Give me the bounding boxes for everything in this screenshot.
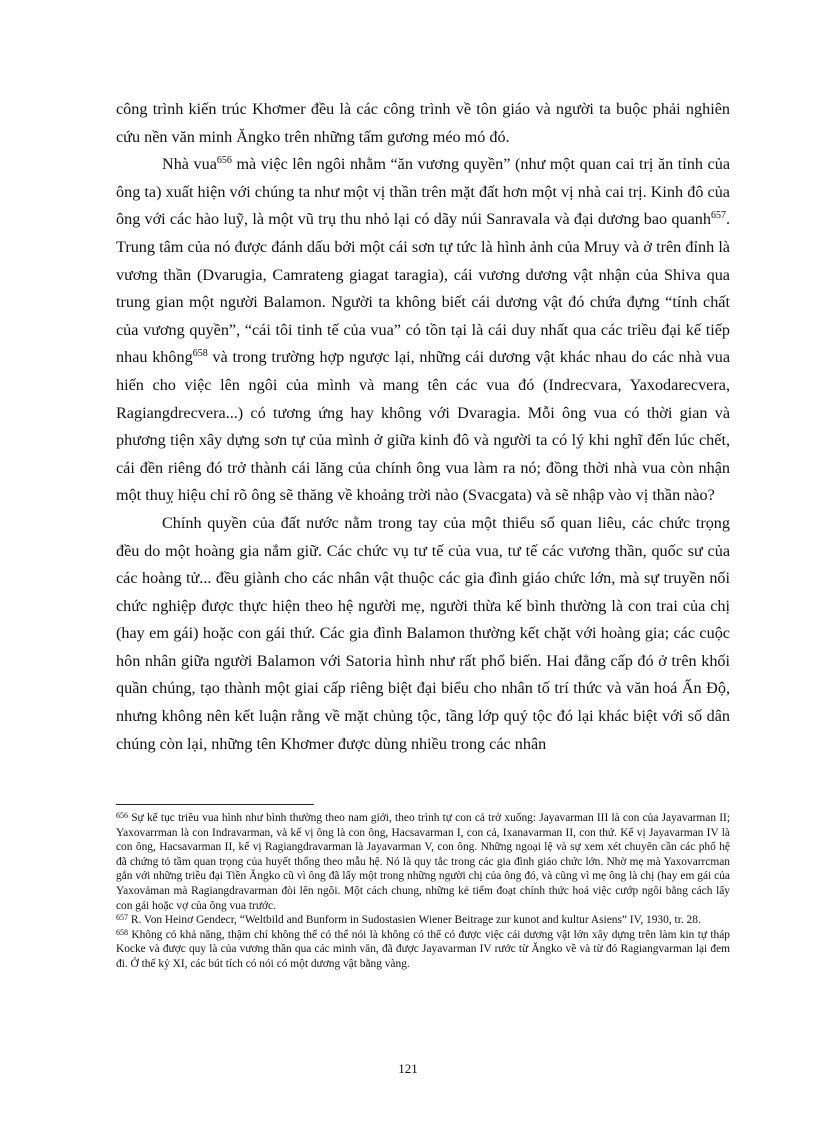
paragraph-2 (116, 151, 730, 510)
paragraph-2-part-4: và trong trường hợp ngược lại, những cái dương vật khác nhau do các nhà vua hiến cho việc lên ngôi của mình và mang tên các vua đó (Indrecvara, Yaxodarecvera, Ragiangdrecvera...) có tương ứng hay không với Dvaragia. Mỗi ông vua có thời gian và phương tiện xây dựng sơn tự của mình ở giữa kinh đô và người ta có lý khi nghĩ đến lúc chết, cái đền riêng đó trở thành cái lăng của chính ông vua làm ra nó; đồng thời nhà vua còn nhận một thuỵ hiệu chỉ rõ ông sẽ thăng về khoảng trời nào (Svacgata) và sẽ nhập vào vị thần nào? (116, 348, 731, 505)
paragraph-2-part-3: . Trung tâm của nó được đánh dấu bởi một cái sơn tự tức là hình ảnh của Mruy và ở trên đỉnh là vương thần (Dvarugia, Camrateng giagat taragia), cái vương dương vật nhận của Shiva qua trung gian một người Balamon. Người ta không biết cái dương vật đó chứa đựng “tính chất của vương quyền”, “cái tôi tinh tế của vua” có tồn tại là cái duy nhất qua các triều đại kế tiếp nhau không (116, 210, 730, 367)
footnote-ref-656[interactable]: 656 (216, 155, 232, 167)
footnote-text: R. Von Heinơ Gendecr, “Weltbild and Bunform in Sudostasien Wiener Beitrage zur kunot and kultur Asiens” IV, 1930, tr. 28. (128, 914, 701, 927)
footnote-number: 657 (116, 913, 128, 923)
footnote-658 (116, 928, 730, 972)
paragraph-1: công trình kiến trúc Khơmer đều là các công trình về tôn giáo và người ta buộc phải nghiên cứu nền văn minh Ăngko trên những tấm gương méo mó đó. (116, 100, 730, 146)
page-number: 121 (398, 1061, 418, 1076)
footnote-text: Không có khả năng, thậm chí không thể có thể nói là không có thể có được việc cái dương vật lớn xây dựng trên làm kin tự tháp Kocke và được quy là của vương thần qua các minh văn, đã được Jayavarman IV rước từ Ăngko về và từ đó Ragiangvarman lại đem đi. Ở thế kỷ XI, các bút tích có nói có một dương vật bằng vàng. (116, 928, 730, 970)
footnote-number: 658 (116, 927, 128, 937)
paragraph-2-part-1: Nhà vua (162, 155, 217, 174)
body-text (116, 96, 730, 758)
footnote-separator (116, 804, 314, 805)
footnote-656 (116, 811, 730, 913)
paragraph-3: Chính quyền của đất nước nằm trong tay của một thiểu số quan liêu, các chức trọng đều do một hoàng gia nắm giữ. Các chức vụ tư tế của vua, tư tế các vương thần, quốc sư của các hoàng tử... đều giành cho các nhân vật thuộc các gia đình giáo chức lớn, mà sự truyền nối chức nghiệp được thực hiện theo hệ người mẹ, người thừa kế bình thường là con trai của chị (hay em gái) hoặc con gái thứ. Các gia đình Balamon thường kết chặt với hoàng gia; các cuộc hôn nhân giữa người Balamon với Satoria hình như rất phổ biến. Hai đẳng cấp đó ở trên khối quần chúng, tạo thành một giai cấp riêng biệt đại biểu cho nhân tố trí thức và văn hoá Ấn Độ, nhưng không nên kết luận rằng về mặt chủng tộc, tầng lớp quý tộc đó lại khác biệt với số dân chúng còn lại, những tên Khơmer được dùng nhiều trong các nhân (116, 513, 730, 753)
footnotes (116, 811, 730, 972)
footnote-text: Sự kế tục triều vua hình như bình thường theo nam giới, theo trình tự con cả trở xuống: Jayavarman III là con của Jayavarman II; Yaxovarrman là con Indravarman, và kế vị ông là con ông, Hacsavarman I, con cả, Ixanavarman II, con thứ. Kế vị Jayavarman IV là con ông, Hacsavarman II, kế vị Ragiangdravarman là Jayavarman V, con ông. Những ngoại lệ và sự xem xét chuyên cần các phổ hệ đã chứng tỏ tầm quan trọng của huyết thống theo mẫu hệ. Nó là quy tắc trong các gia đình giáo chức lớn. Nhờ mẹ mà Yaxovarrcman gắn với những triều đại Tiền Ăngko cũ vì ông đã lấy một trong những người chị của ông đó, và cũng vì mẹ ông là chị (hay em gái của Yaxovảman mà Ragiangdravarman đòi lên ngôi. Một cách chung, những kẻ tiếm đoạt chính thức hoá việc cướp ngôi bằng cách lấy con gái hoặc vợ của ông vua trước. (116, 812, 730, 912)
footnote-657 (116, 913, 730, 928)
footnote-ref-658[interactable]: 658 (192, 348, 208, 360)
footnote-number: 656 (116, 811, 128, 820)
footnote-ref-657[interactable]: 657 (710, 210, 726, 222)
paragraph-2-part-2: mà việc lên ngôi nhằm “ăn vương quyền” (như một quan cai trị ăn tỉnh của ông ta) xuất hiện với chúng ta như một vị thần trên mặt đất hơn một vị nhà cai trị. Kinh đô của ông với các hào luỹ, là một vũ trụ thu nhỏ lại có dãy núi Sanravala và đại dương bao quanh (116, 155, 730, 229)
